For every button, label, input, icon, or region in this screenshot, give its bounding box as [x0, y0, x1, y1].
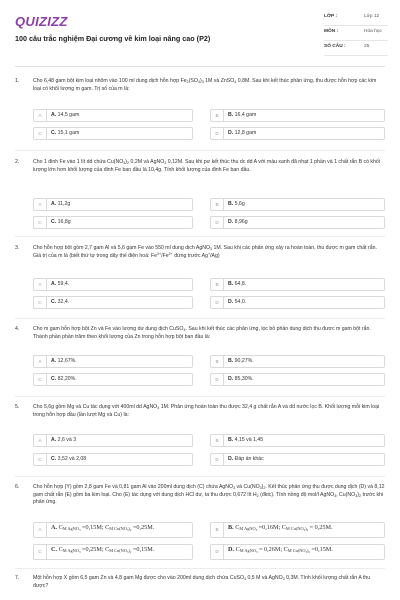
question-number: 4.: [15, 326, 20, 332]
meta-key: MÔN :: [324, 29, 339, 34]
option-text: D. 85,30%.: [228, 376, 254, 382]
question-text: Cho m gam hỗn hợp bột Zn và Fe vào lượng dư dung dịch CuSO$_4$. Sau khi kết thúc các phản ứng, lọc bỏ phần dung dịch thu được m gam bột rắn. Thành phần phần trăm theo khối lượng của Zn trong hỗn hợp bột ban đầu là:: [33, 326, 371, 340]
option-text: A. 12,67%.: [51, 358, 77, 364]
option-b[interactable]: [210, 109, 385, 122]
question-separator: [15, 568, 385, 569]
option-text: B. $C_{M AgNO_3} =0,16M$; $C_{M Cu(NO_3)_2} = 0,25M$.: [228, 524, 333, 532]
page-header: [0, 0, 400, 66]
option-letter-badge: B: [211, 435, 224, 446]
meta-question-count: [324, 41, 388, 56]
option-text: C. 15,1 gam: [51, 130, 80, 136]
meta-key: LỚP :: [324, 14, 338, 19]
question-number: 3.: [15, 245, 20, 251]
option-c[interactable]: [33, 127, 193, 140]
meta-info: [324, 11, 388, 56]
question-text: Cho hỗn hợp bột gồm 2,7 gam Al và 5,6 gam Fe vào 550 ml dung dịch AgNO$_3$ 1M. Sau khi các phản ứng xảy ra hoàn toàn, thu được m gam chất rắn. Giá trị của m là (biết thứ tự trong dãy thế điện hoá: $Fe^{3+}/Fe^{2+}$ đứng trước Ag+/Ag): [33, 245, 377, 259]
option-d[interactable]: [210, 453, 385, 466]
option-text: B. 4,15 và 1,45: [228, 437, 264, 443]
option-d[interactable]: [210, 216, 385, 229]
option-a[interactable]: [33, 278, 193, 291]
option-b[interactable]: [210, 278, 385, 291]
question-separator: [15, 476, 385, 477]
option-a[interactable]: [33, 355, 193, 368]
question-number: 7.: [15, 575, 20, 581]
option-letter-badge: C: [34, 454, 47, 465]
option-letter-badge: C: [34, 217, 47, 228]
option-c[interactable]: [33, 216, 193, 229]
option-text: D. 12,8 gam: [228, 130, 257, 136]
option-text: A. $C_{M AgNO_3} =0,15M$; $C_{M Cu(NO_3)_2} =0,25M$.: [51, 524, 155, 532]
option-letter-badge: D: [211, 374, 224, 385]
option-text: C. 82,20%.: [51, 376, 77, 382]
option-letter-badge: B: [211, 110, 224, 121]
option-text: D. 54,0.: [228, 299, 247, 305]
question-text: Cho hỗn hợp (Y) gồm 2,8 gam Fe và 0,81 gam Al vào 200ml dung dịch (C) chứa AgNO$_3$ và $Cu(NO_3)_2$. Kết thúc phản ứng thu được dung dịch (D) và 8,12 gam chất rắn (E) gồm ba kim loại. Cho (E) tác dụng với dung dịch HCl dư, ta thu được 0,672 lít $H_2$ (đktc). Tính nồng độ mol/l AgNO$_3$, $Cu(NO_3)_2$ trước khi phản ứng.: [33, 484, 385, 506]
option-d[interactable]: [210, 373, 385, 386]
option-c[interactable]: [33, 373, 193, 386]
option-a[interactable]: [33, 522, 193, 538]
option-letter-badge: C: [34, 297, 47, 308]
option-letter-badge: B: [211, 523, 224, 537]
option-letter-badge: D: [211, 217, 224, 228]
option-letter-badge: C: [34, 545, 47, 559]
option-letter-badge: A: [34, 356, 47, 367]
option-letter-badge: A: [34, 279, 47, 290]
option-letter-badge: A: [34, 110, 47, 121]
option-b[interactable]: [210, 198, 385, 211]
option-text: D. $C_{M AgNO_3} = 0,26M$; $C_{M Cu(NO_3)_2} =0,15M$.: [228, 546, 333, 554]
quizizz-logo: QUIZIZZ: [15, 14, 68, 29]
option-text: D. Đáp án khác: [228, 456, 264, 462]
option-c[interactable]: [33, 453, 193, 466]
option-b[interactable]: [210, 522, 385, 538]
option-a[interactable]: [33, 198, 193, 211]
option-letter-badge: C: [34, 128, 47, 139]
option-text: A. 14,5 gam: [51, 112, 80, 118]
option-a[interactable]: [33, 434, 193, 447]
question-number: 1.: [15, 78, 20, 84]
option-text: C. $C_{M AgNO_3} =0,25M$; $C_{M Cu(NO_3)_2} =0,15M$.: [51, 546, 155, 554]
document-title: 100 câu trắc nghiệm Đại cương về kim loại nâng cao (P2): [15, 34, 211, 43]
option-letter-badge: A: [34, 435, 47, 446]
option-text: B. 90,27%.: [228, 358, 254, 364]
option-letter-badge: B: [211, 279, 224, 290]
question-separator: [15, 150, 385, 151]
option-text: A. 2,6 và 3: [51, 437, 77, 443]
option-text: A. 11,2g: [51, 201, 71, 207]
option-b[interactable]: [210, 355, 385, 368]
option-letter-badge: D: [211, 454, 224, 465]
option-a[interactable]: [33, 109, 193, 122]
option-text: B. 16,4 gam: [228, 112, 257, 118]
meta-value: 25: [364, 44, 370, 49]
question-text: Cho 1 đinh Fe vào 1 lít dd chứa $Cu(NO_3)_2$ 0,2M và AgNO$_3$ 0,12M. Sau khi pư kết thúc thu dc dd A với màu xanh đã nhạt 1 phần và 1 chất rắn B có khối lượng lớn hơn khối lượng của đinh Fe ban đầu là 10,4g. Tính khối lượng của đinh Fe ban đầu.: [33, 159, 380, 173]
question-separator: [15, 236, 385, 237]
option-text: C. 3,52 và 2,08: [51, 456, 87, 462]
option-d[interactable]: [210, 544, 385, 560]
option-letter-badge: D: [211, 545, 224, 559]
option-b[interactable]: [210, 434, 385, 447]
option-letter-badge: B: [211, 199, 224, 210]
question-text: Cho 5,6g gồm Mg và Cu tác dụng với 400ml dd AgNO$_3$ 1M. Phản ứng hoàn toàn thu được 32,4 g chất rắn A và dd nước lọc B. Khối lượng mỗi kim loại trong hỗn hợp đầu (lần lượt Mg và Cu) là:: [33, 404, 380, 418]
option-d[interactable]: [210, 127, 385, 140]
option-text: B. 5,6g: [228, 201, 245, 207]
option-letter-badge: C: [34, 374, 47, 385]
question-text: Cho 6,48 gam bột kim loại nhôm vào 100 ml dung dịch hỗn hợp $Fe_2(SO_4)_3$ 1M và ZnSO$_4$ 0,8M. Sau khi kết thúc phản ứng, thu được hỗn hợp các kim loại có khối lượng m gam. Trị số của m là:: [33, 78, 377, 92]
question-separator: [15, 318, 385, 319]
option-d[interactable]: [210, 296, 385, 309]
option-letter-badge: B: [211, 356, 224, 367]
option-text: C. 16,8g: [51, 219, 71, 225]
header-divider: [15, 66, 385, 67]
option-text: C. 32,4.: [51, 299, 70, 305]
option-c[interactable]: [33, 296, 193, 309]
question-separator: [15, 396, 385, 397]
meta-subject: [324, 26, 388, 41]
question-number: 2.: [15, 159, 20, 165]
question-number: 6.: [15, 484, 20, 490]
option-letter-badge: D: [211, 128, 224, 139]
option-c[interactable]: [33, 544, 193, 560]
option-letter-badge: A: [34, 199, 47, 210]
option-letter-badge: A: [34, 523, 47, 537]
meta-value: Hóa học: [364, 29, 382, 34]
meta-key: SỐ CÂU :: [324, 44, 346, 49]
question-number: 5.: [15, 404, 20, 410]
meta-value: Lớp 12: [364, 14, 380, 19]
option-letter-badge: D: [211, 297, 224, 308]
option-text: B. 64,8.: [228, 281, 247, 287]
option-text: A. 59,4.: [51, 281, 70, 287]
question-text: Một hỗn hợp X gồm 6,5 gam Zn và 4,8 gam Mg được cho vào 200ml dung dịch chứa CuSO$_4$ 0,5 M và AgNO$_3$ 0,3M. Tính khối lượng chất rắn A thu được?: [33, 575, 371, 589]
option-text: D. 8,96g: [228, 219, 248, 225]
meta-grade: [324, 11, 388, 26]
